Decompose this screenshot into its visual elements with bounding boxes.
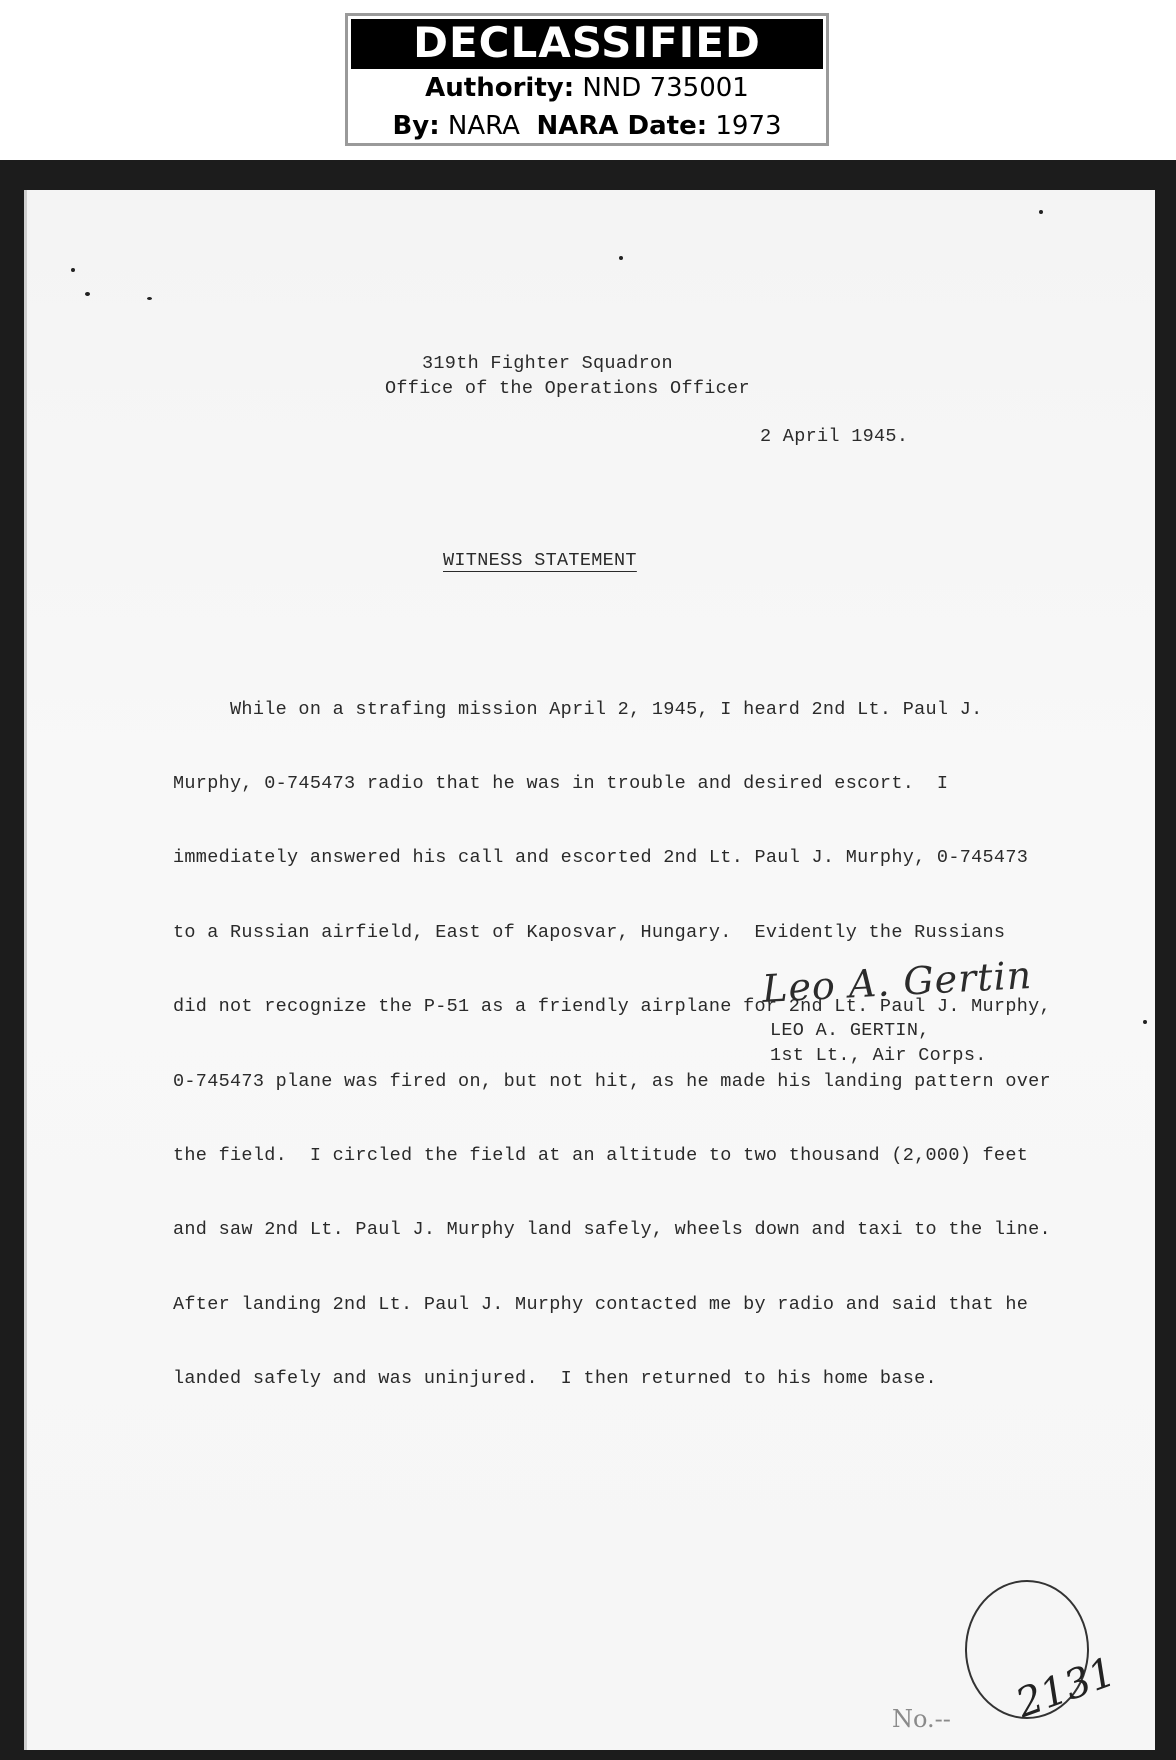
number-stamp-value: 2131	[1010, 1648, 1122, 1728]
stamp-by-line	[348, 107, 826, 145]
stamp-date-label: NARA Date:	[536, 111, 708, 141]
body-line: did not recognize the P-51 as a friendly airplane for 2nd Lt. Paul J. Murphy,	[173, 996, 1051, 1018]
document-heading: WITNESS STATEMENT	[443, 550, 637, 571]
body-line: Murphy, 0-745473 radio that he was in trouble and desired escort. I	[173, 772, 949, 794]
body-line: the field. I circled the field at an altitude to two thousand (2,000) feet	[173, 1144, 1029, 1166]
body-line: 0-745473 plane was fired on, but not hit, as he made his landing pattern over	[173, 1070, 1051, 1092]
stamp-title: DECLASSIFIED	[351, 19, 823, 69]
declassified-stamp	[345, 13, 829, 146]
scan-speck	[1039, 210, 1043, 214]
body-line: While on a strafing mission April 2, 1945, I heard 2nd Lt. Paul J.	[173, 698, 983, 720]
body-line: to a Russian airfield, East of Kaposvar, Hungary. Evidently the Russians	[173, 921, 1006, 943]
scan-speck	[147, 297, 152, 300]
scan-speck	[619, 256, 623, 260]
body-line: immediately answered his call and escorted 2nd Lt. Paul J. Murphy, 0-745473	[173, 847, 1029, 869]
body-line: After landing 2nd Lt. Paul J. Murphy contacted me by radio and said that he	[173, 1293, 1029, 1315]
body-line: and saw 2nd Lt. Paul J. Murphy land safely, wheels down and taxi to the line.	[173, 1219, 1051, 1241]
letterhead-line1: 319th Fighter Squadron	[422, 353, 673, 374]
handwritten-signature: Leo A. Gertin	[761, 952, 1034, 1012]
signatory-rank: 1st Lt., Air Corps.	[770, 1045, 987, 1066]
stamp-by-value: NARA	[447, 111, 520, 141]
scan-speck	[1143, 1020, 1147, 1024]
body-line: landed safely and was uninjured. I then returned to his home base.	[173, 1368, 937, 1390]
stamp-authority-value: NND 735001	[582, 73, 749, 103]
signatory-name: LEO A. GERTIN,	[770, 1020, 930, 1041]
stamp-authority-label: Authority:	[425, 73, 575, 103]
number-stamp-label: No.--	[892, 1705, 951, 1733]
scan-speck	[71, 268, 75, 272]
letterhead-line2: Office of the Operations Officer	[385, 378, 750, 399]
stamp-by-label: By:	[392, 111, 440, 141]
stamp-date-value: 1973	[715, 111, 782, 141]
stamp-authority-line	[348, 69, 826, 107]
scan-speck	[85, 292, 90, 296]
document-date: 2 April 1945.	[760, 426, 909, 447]
